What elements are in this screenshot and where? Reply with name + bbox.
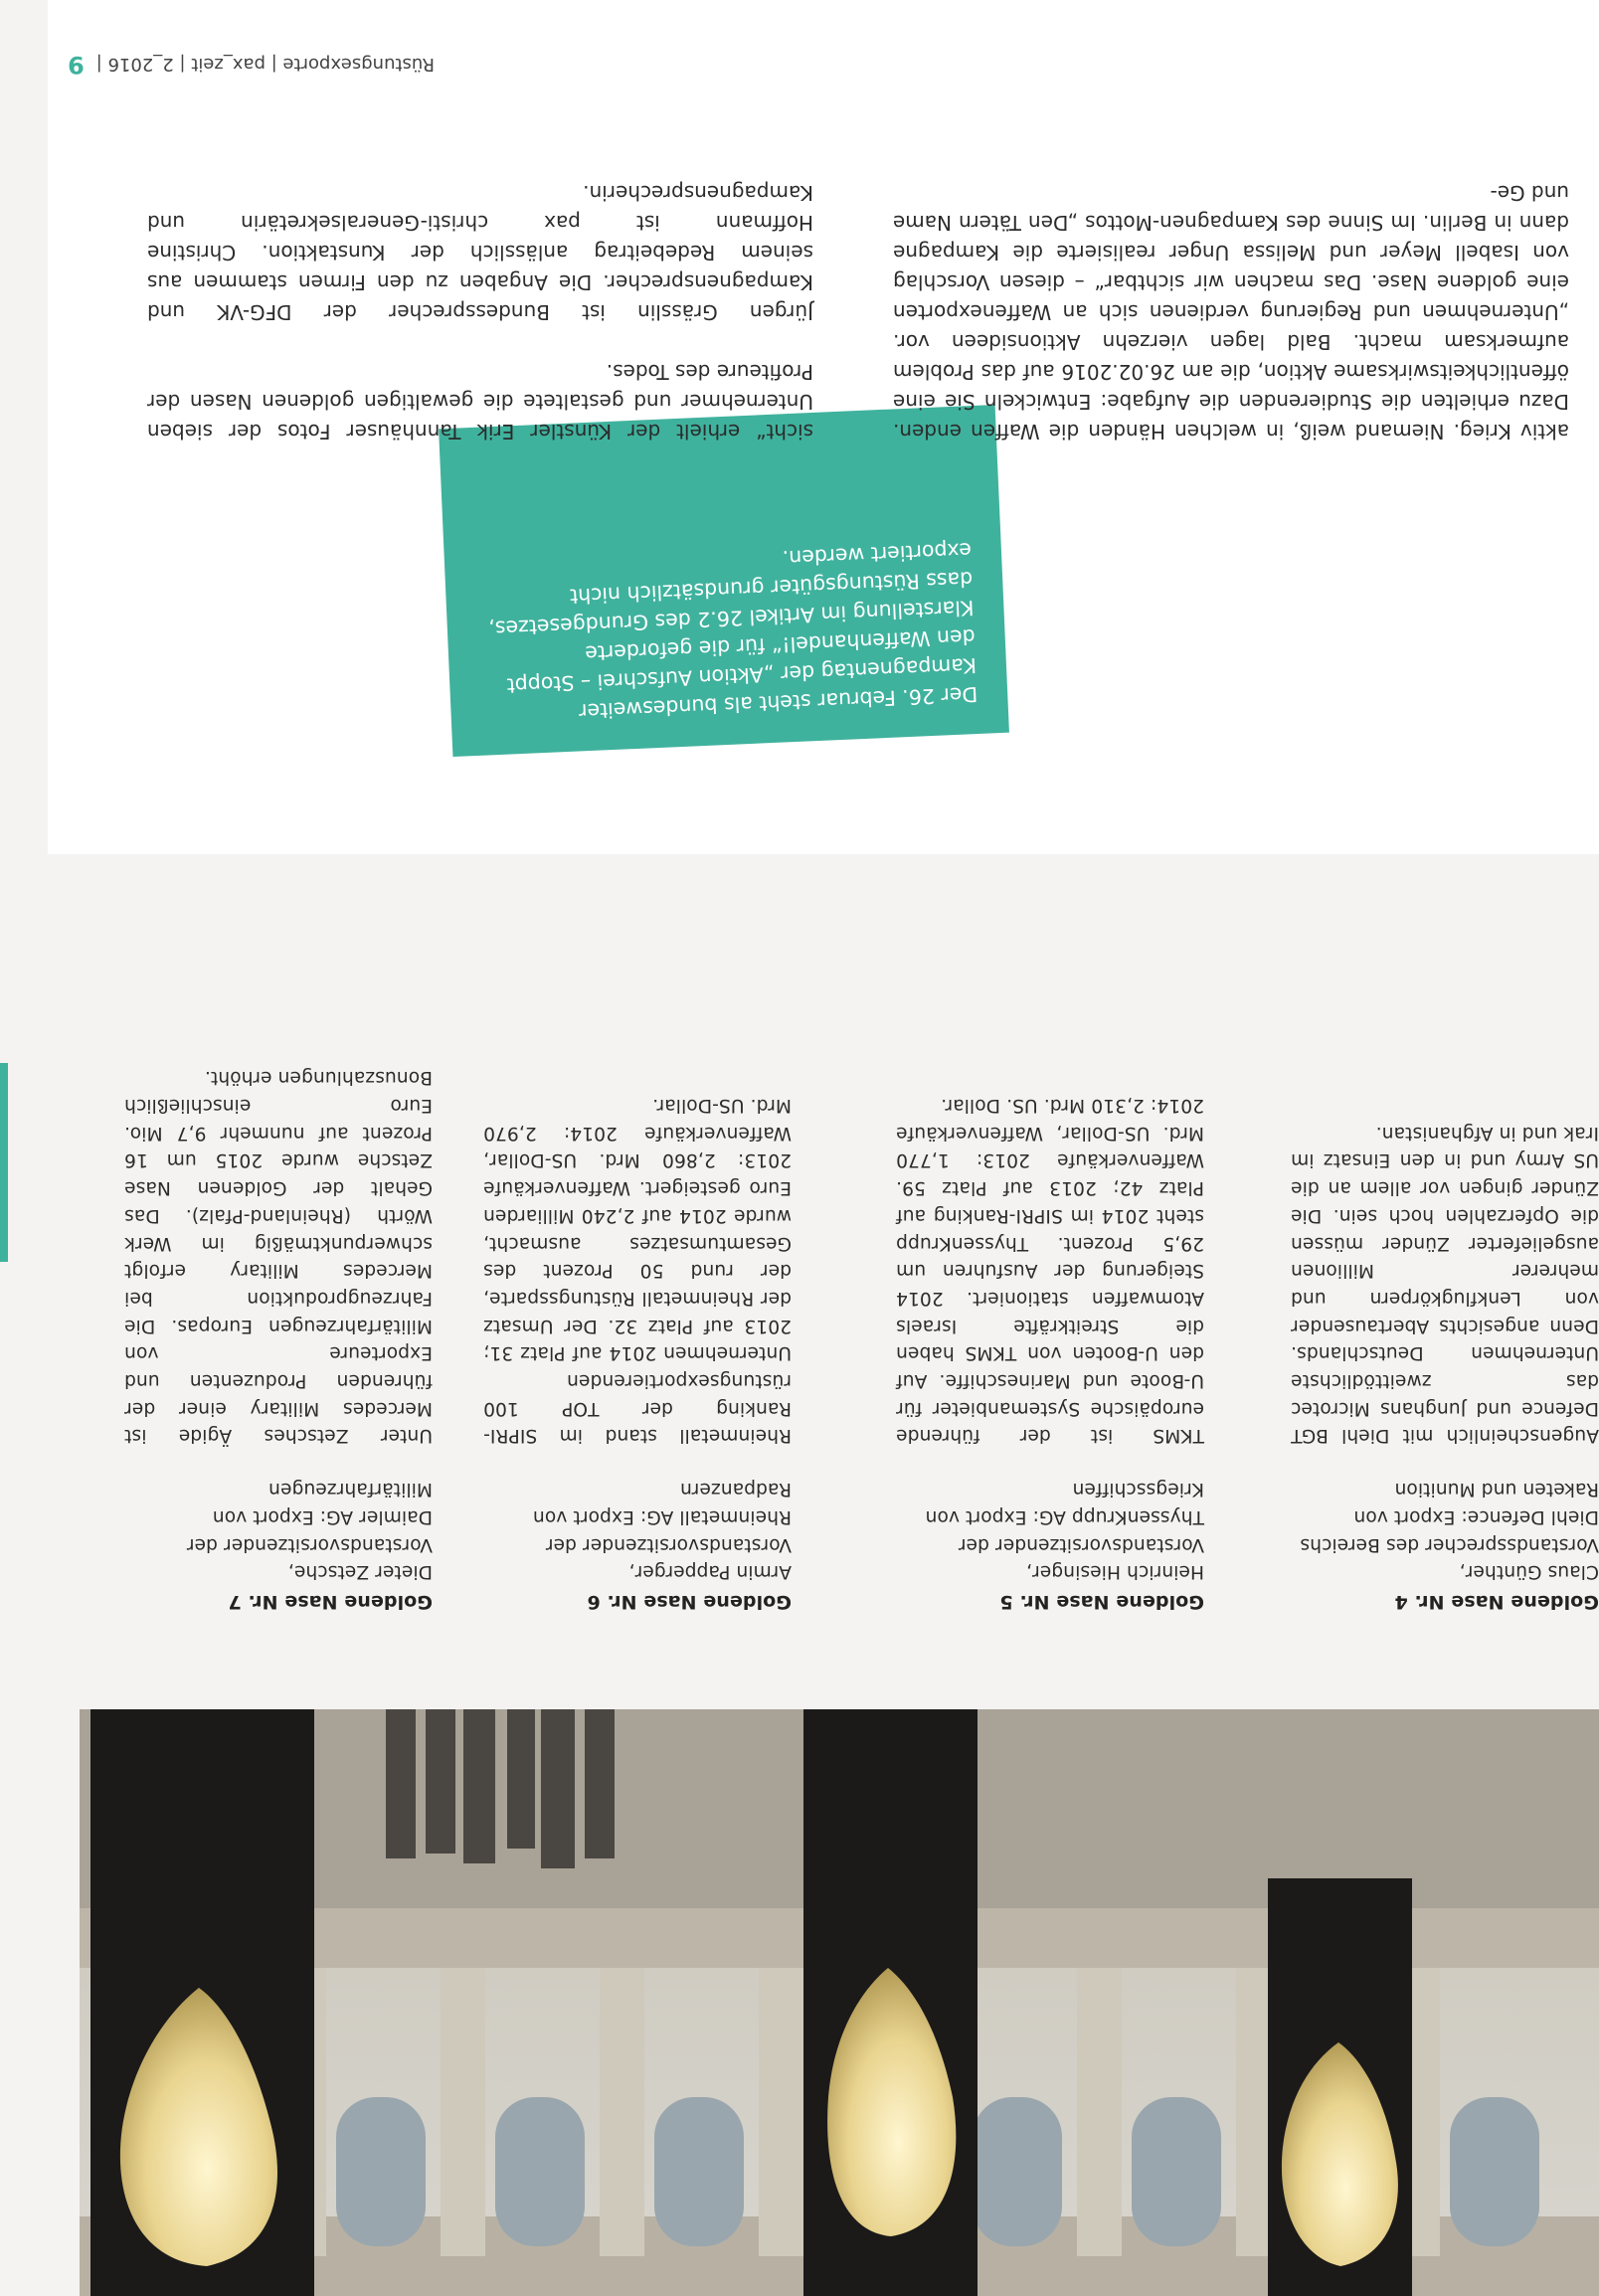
profile-6 [483, 1091, 792, 1615]
photo-golden-noses-icon [80, 1709, 1599, 2296]
profile-title: Goldene Nase Nr. 5 [999, 1591, 1204, 1613]
profile-4 [1291, 1119, 1599, 1615]
edge-accent [0, 1063, 8, 1262]
profile-lead: Armin Papperger, Vorstandsvorsitzender der Rheinmetall AG: Export von Radpanzern [532, 1479, 792, 1583]
footer-text: Rüstungsexporte | pax_zeit | 2_2016 | [95, 54, 435, 76]
profile-title: Goldene Nase Nr. 7 [228, 1591, 433, 1613]
profile-lead: Heinrich Hiesinger, Vorstandsvorsitzender der ThyssenKrupp AG: Export von Kriegsschiffen [925, 1479, 1204, 1583]
intro-section [48, 0, 1599, 854]
page-footer [68, 45, 605, 85]
body-text-left: aktiv Krieg. Niemand weiß, in welchen Händen die Waffen enden. Dazu erhielten die Studierenden die Aufgabe: Entwickeln Sie eine öffentlichkeitswirksame Aktion, die am 26.02.2016 auf das Problem aufmerksam macht. Bald lagen vierzehn Aktionsideen vor. „Unternehmen und Regierung verdienen sich an Waffenexporten eine goldene Nase. Das machen wir sichtbar“ – diesen Vorschlag von Isabell Meyer und Melissa Unger realisierte die Kampagne dann in Berlin. Im Sinne des Kampagnen-Mottos „Den Tätern Name und Ge- [893, 181, 1569, 443]
profile-body: Rheinmetall stand im SIPRI-Ranking der TOP 100 rüstungsexportierenden Unternehmen 2014 auf Platz 31; 2013 auf Platz 32. Der Umsatz der Rheinmetall Rüstungssparte, der rund 50 Prozent des Gesamtumsatzes ausmacht, wurde 2014 auf 2,240 Milliarden Euro gesteigert. Waffenverkäufe 2013: 2,860 Mrd. US-Dollar, Waffenverkäufe 2014: 2,970 Mrd. US-Dollar. [483, 1095, 792, 1447]
callout-text: Der 26. Februar steht als bundesweiter Kampagnentag der „Aktion Aufschrei – Stoppt den Waffenhandel!“ für die geforderte Klarstellung im Artikel 26.2 des Grundgesetzes, dass Rüstungsgüter grundsätzlich nicht exportiert werden. [487, 538, 978, 724]
body-paragraph: Jürgen Grässlin ist Bundessprecher der DFG-VK und Kampagnensprecher. Die Angaben zu den Firmen stammen aus seinem Redebeitrag anlässlich der Kunstaktion. Christine Hoffmann ist pax christi-Generalsekretärin und Kampagnensprecherin. [147, 181, 813, 324]
profiles-section [0, 854, 1599, 2296]
profile-lead: Claus Günther, Vorstandssprecher des Bereichs Diehl Defence: Export von Raketen und Munition [1300, 1479, 1599, 1583]
page-number: 9 [68, 51, 85, 79]
profile-body: Unter Zetsches Ägide ist Mercedes Military einer der führenden Produzenten und Exporteure von Militärfahrzeugen Europas. Die Fahrzeugproduktion bei Mercedes Military erfolgt schwerpunktmäßig im Werk Wörth (Rheinland-Pfalz). Das Gehalt der Goldenen Nase Zetsche wurde 2015 um 16 Prozent auf nunmehr 9,7 Mio. Euro einschließlich Bonuszahlungen erhöht. [124, 1067, 433, 1447]
body-text-right [147, 178, 813, 446]
profile-body: TKMS ist der führende europäische Systemanbieter für U-Boote und Marineschiffe. Auf den U-Booten von TKMS haben die Streitkräfte Israels Atomwaffen stationiert. 2014 Steigerung der Ausfuhren um 29,5 Prozent. ThyssenKrupp steht 2014 im SIPRI-Ranking auf Platz 42; 2013 auf Platz 59. Waffenverkäufe 2013: 1,770 Mrd. US-Dollar, Waffenverkäufe 2014: 2,310 Mrd. US. Dollar. [896, 1095, 1204, 1447]
profile-body: Augenscheinlich mit Diehl BGT Defence und Junghans Microtec das zweittödlichste Unternehmen Deutschlands. Denn angesichts Abertausender von Lenkflugkörpern und mehrerer Millionen ausgelieferter Zünder müssen die Opferzahlen hoch sein. Die Zünder gingen vor allem an die US Army und in den Einsatz im Irak und in Afghanistan. [1291, 1122, 1599, 1447]
profile-5 [896, 1091, 1204, 1615]
profile-title: Goldene Nase Nr. 6 [587, 1591, 792, 1613]
photo-golden-noses [80, 1709, 1599, 2296]
profile-lead: Dieter Zetsche, Vorstandsvorsitzender der Daimler AG: Export von Militärfahrzeugen [186, 1479, 433, 1583]
profile-title: Goldene Nase Nr. 4 [1394, 1591, 1599, 1613]
callout-box [439, 405, 1009, 757]
profile-7 [124, 1064, 433, 1615]
body-paragraph: sicht“ erhielt der Künstler Erik Tannhäuser Fotos der sieben Unternehmer und gestaltete die gewaltigen goldenen Nasen der Profiteure des Todes. [147, 360, 813, 443]
